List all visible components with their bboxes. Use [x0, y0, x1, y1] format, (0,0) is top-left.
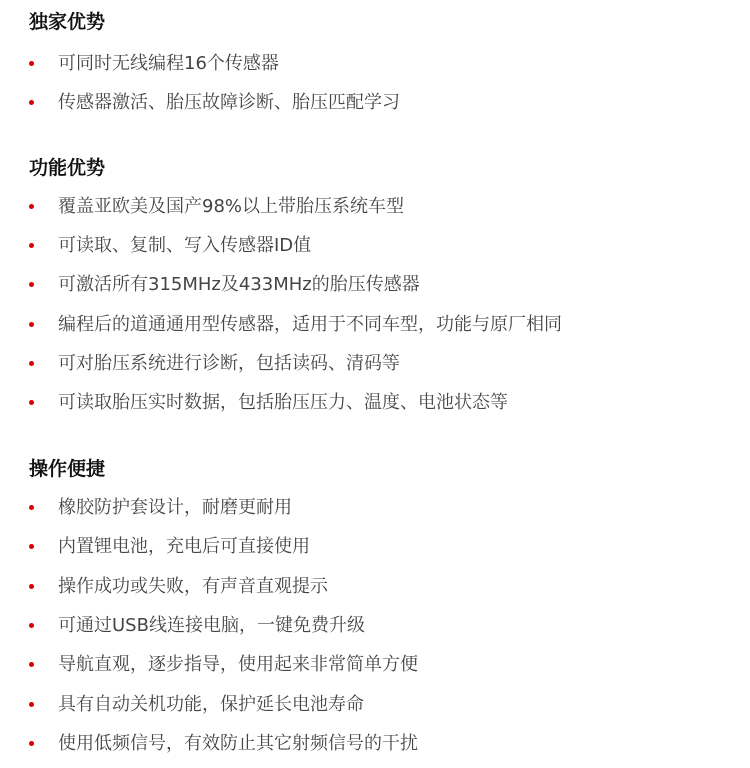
list-item [0, 307, 750, 346]
section-heading: 独家优势 [29, 11, 106, 33]
list-item-text: 导航直观，逐步指导，使用起来非常简单方便 [58, 654, 418, 675]
bullet-icon [29, 282, 34, 287]
list-item-text: 内置锂电池，充电后可直接使用 [58, 536, 310, 557]
bullet-icon [29, 584, 34, 589]
list-item-text: 橡胶防护套设计，耐磨更耐用 [58, 497, 292, 518]
list-item-text: 可通过USB线连接电脑，一键免费升级 [58, 615, 365, 636]
bullet-icon [29, 243, 34, 248]
list-item-text: 可读取胎压实时数据，包括胎压压力、温度、电池状态等 [58, 392, 508, 413]
list-item [0, 385, 750, 424]
list-item [0, 85, 750, 124]
list-item [0, 569, 750, 608]
list-item [0, 726, 750, 765]
bullet-icon [29, 400, 34, 405]
list-item [0, 687, 750, 726]
list-item-text: 传感器激活、胎压故障诊断、胎压匹配学习 [58, 92, 400, 113]
bullet-icon [29, 61, 34, 66]
list-item-text: 可同时无线编程16个传感器 [58, 53, 279, 74]
list-item-text: 覆盖亚欧美及国产98%以上带胎压系统车型 [58, 196, 405, 217]
list-item [0, 46, 750, 85]
bullet-icon [29, 544, 34, 549]
list-item-text: 编程后的道通通用型传感器，适用于不同车型，功能与原厂相同 [58, 314, 562, 335]
bullet-icon [29, 623, 34, 628]
bullet-icon [29, 361, 34, 366]
list-item-text: 具有自动关机功能，保护延长电池寿命 [58, 694, 364, 715]
bullet-icon [29, 204, 34, 209]
bullet-icon [29, 702, 34, 707]
bullet-icon [29, 322, 34, 327]
list-item-text: 使用低频信号，有效防止其它射频信号的干扰 [58, 733, 418, 754]
list-item-text: 可读取、复制、写入传感器ID值 [58, 235, 312, 256]
list-item-text: 可对胎压系统进行诊断，包括读码、清码等 [58, 353, 400, 374]
list-item [0, 608, 750, 647]
list-item [0, 228, 750, 267]
section-heading: 操作便捷 [29, 458, 106, 480]
list-item [0, 647, 750, 686]
list-item [0, 189, 750, 228]
bullet-icon [29, 662, 34, 667]
list-item-text: 可激活所有315MHz及433MHz的胎压传感器 [58, 274, 420, 295]
list-item [0, 346, 750, 385]
list-item [0, 267, 750, 306]
section-heading: 功能优势 [29, 157, 106, 179]
bullet-icon [29, 100, 34, 105]
bullet-icon [29, 741, 34, 746]
list-item [0, 529, 750, 568]
list-item-text: 操作成功或失败，有声音直观提示 [58, 576, 328, 597]
list-item [0, 490, 750, 529]
bullet-icon [29, 505, 34, 510]
